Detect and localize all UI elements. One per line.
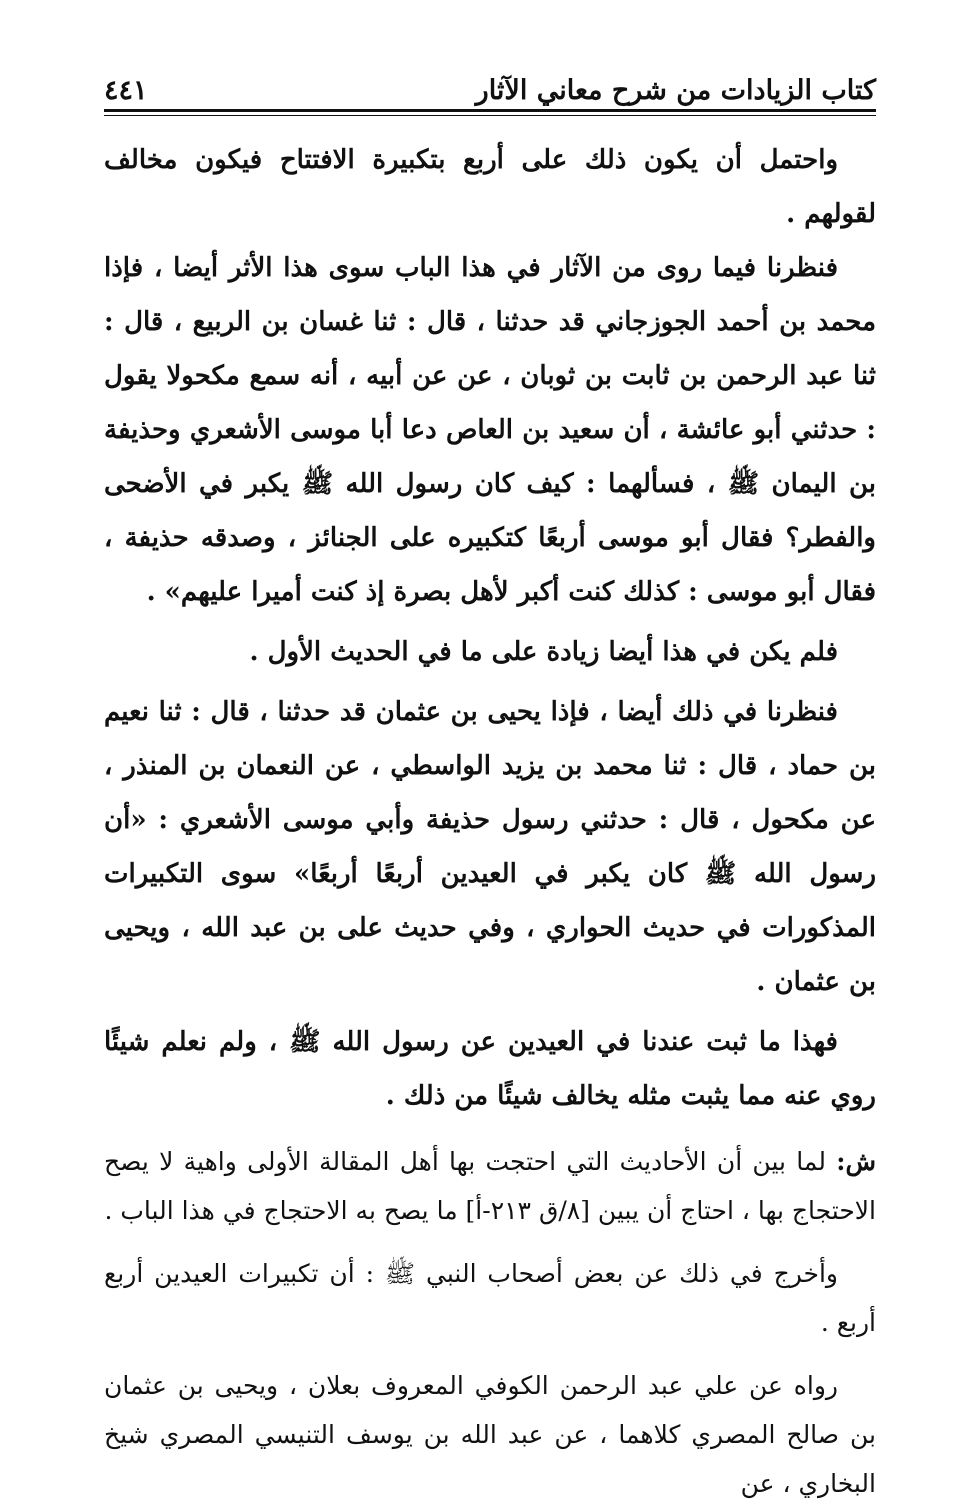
paragraph: واحتمل أن يكون ذلك على أربع بتكبيرة الافتتاح فيكون مخالف لقولهم . [104,145,876,229]
paragraph: فهذا ما ثبت عندنا في العيدين عن رسول الله ﷺ ، ولم نعلم شيئًا روي عنه مما يثبت مثله يخالف شيئًا من ذلك . [104,1027,876,1111]
paragraph: فلم يكن في هذا أيضا زيادة على ما في الحديث الأول . [249,637,838,667]
page-body [104,133,876,1508]
header-rule-thick [104,109,876,112]
paragraph: فنظرنا في ذلك أيضا ، فإذا يحيى بن عثمان قد حدثنا ، قال : ثنا نعيم بن حماد ، قال : ثنا محمد بن يزيد الواسطي ، عن النعمان بن المنذر ، عن مكحول ، قال : حدثني رسول حذيفة وأبي موسى الأشعري : «أن رسول الله ﷺ كان يكبر في العيدين أربعًا أربعًا» سوى التكبيرات المذكورات في حديث الحواري ، وفي حديث على بن عبد الله ، ويحيى بن عثمان . [104,697,876,997]
header-rule-thin [104,115,876,116]
commentary-paragraph: رواه عن علي عبد الرحمن الكوفي المعروف بعلان ، ويحيى بن عثمان بن صالح المصري كلاهما ، عن عبد الله بن يوسف التنيسي المصري شيخ البخاري ، عن [104,1371,876,1498]
commentary-label: ش: [836,1147,876,1176]
commentary-paragraph [104,1137,876,1235]
page-number: ٤٤١ [104,75,148,106]
paragraph: فنظرنا فيما روى من الآثار في هذا الباب سوى هذا الأثر أيضا ، فإذا محمد بن أحمد الجوزجاني قد حدثنا ، قال : ثنا غسان بن الربيع ، قال : ثنا عبد الرحمن بن ثابت بن ثوبان ، عن عن أبيه ، أنه سمع مكحولا يقول : حدثني أبو عائشة ، أن سعيد بن العاص دعا أبا موسى الأشعري وحذيفة بن اليمان ﷺ ، فسألهما : كيف كان رسول الله ﷺ يكبر في الأضحى والفطر؟ فقال أبو موسى أربعًا كتكبيره على الجنائز ، وصدقه حذيفة ، فقال أبو موسى : كذلك كنت أكبر لأهل بصرة إذ كنت أميرا عليهم» . [104,253,876,607]
page-header [104,62,876,106]
book-title: كتاب الزيادات من شرح معاني الآثار [475,75,876,106]
commentary-text: لما بين أن الأحاديث التي احتجت بها أهل المقالة الأولى واهية لا يصح الاحتجاج بها ، احتاج أن يبين [٨/ق ٢١٣-أ] ما يصح به الاحتجاج في هذا الباب . [104,1147,876,1225]
commentary-paragraph: وأخرج في ذلك عن بعض أصحاب النبي ﷺ : أن تكبيرات العيدين أربع أربع . [104,1259,876,1337]
